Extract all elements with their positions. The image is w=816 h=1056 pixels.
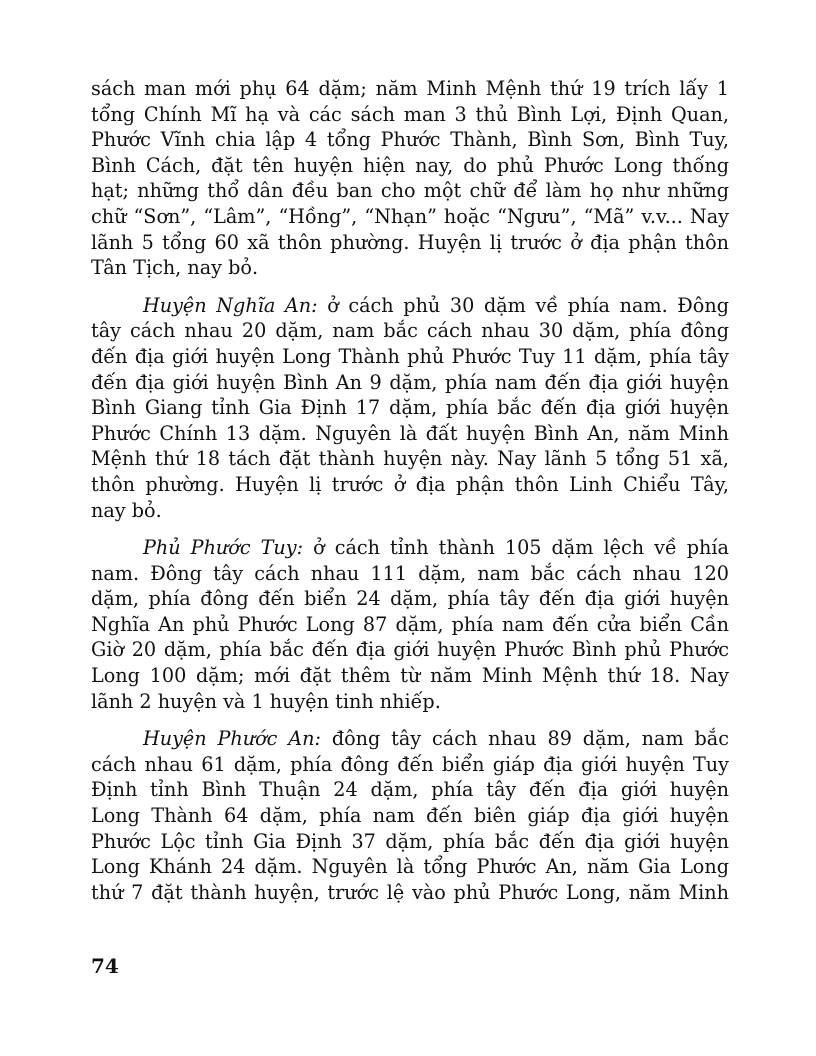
text-line: Long Khánh 24 dặm. Nguyên là tổng Phước An, năm Gia Long: [91, 855, 729, 879]
text-line: thứ 7 đặt thành huyện, trước lệ vào phủ Phước Long, năm Minh: [91, 880, 729, 904]
paragraph-1: [91, 76, 729, 281]
text-line: nay bỏ.: [91, 498, 162, 522]
page-body: [91, 76, 729, 917]
text-line: Tân Tịch, nay bỏ.: [91, 256, 259, 280]
text-line-first: [91, 293, 729, 319]
paragraph-3: [91, 535, 729, 714]
text-line: hạt; những thổ dân đều ban cho một chữ để làm họ như những: [91, 179, 729, 203]
text-line: Giờ 20 dặm, phía bắc đến địa giới huyện Phước Bình phủ Phước: [91, 638, 729, 662]
text-line: lãnh 5 tổng 60 xã thôn phường. Huyện lị trước ở địa phận thôn: [91, 230, 729, 254]
text-line: nam. Đông tây cách nhau 111 dặm, nam bắc cách nhau 120: [91, 561, 729, 585]
text-line: Định tỉnh Bình Thuận 24 dặm, phía tây đến địa giới huyện: [91, 778, 729, 802]
text-line: chữ “Sơn”, “Lâm”, “Hồng”, “Nhạn” hoặc “Ngưu”, “Mã” v.v... Nay: [91, 204, 729, 228]
text-line: Mệnh thứ 18 tách đặt thành huyện này. Nay lãnh 5 tổng 51 xã,: [91, 447, 729, 471]
text-line: sách man mới phụ 64 dặm; năm Minh Mệnh thứ 19 trích lấy 1: [91, 77, 729, 100]
text-line: Bình Giang tỉnh Gia Định 17 dặm, phía bắc đến địa giới huyện: [91, 396, 729, 420]
paragraph-2: [91, 293, 729, 523]
text-line: Long 100 dặm; mới đặt thêm từ năm Minh Mệnh thứ 18. Nay: [91, 664, 729, 688]
paragraph-first-line-text: ở cách phủ 30 dặm về phía nam. Đông: [317, 293, 729, 317]
text-line: tây cách nhau 20 dặm, nam bắc cách nhau 30 dặm, phía đông: [91, 319, 729, 343]
text-line: lãnh 2 huyện và 1 huyện tinh nhiếp.: [91, 689, 441, 713]
paragraph-4: [91, 726, 729, 905]
text-line: Bình Cách, đặt tên huyện hiện nay, do phủ Phước Long thống: [91, 153, 729, 177]
text-line: Phước Lộc tỉnh Gia Định 37 dặm, phía bắc đến địa giới huyện: [91, 829, 729, 853]
text-line-first: [91, 535, 729, 561]
page-number: 74: [91, 954, 119, 978]
text-line: Phước Vĩnh chia lập 4 tổng Phước Thành, Bình Sơn, Bình Tuy,: [91, 128, 729, 152]
text-line: Nghĩa An phủ Phước Long 87 dặm, phía nam đến cửa biển Cần: [91, 612, 729, 636]
text-line: cách nhau 61 dặm, phía đông đến biển giáp địa giới huyện Tuy: [91, 752, 729, 776]
paragraph-first-line-text: đông tây cách nhau 89 dặm, nam bắc: [320, 727, 729, 751]
text-line: Long Thành 64 dặm, phía nam đến biên giáp địa giới huyện: [91, 804, 729, 828]
text-line: Phước Chính 13 dặm. Nguyên là đất huyện Bình An, năm Minh: [91, 421, 729, 445]
text-line: đến địa giới huyện Long Thành phủ Phước Tuy 11 dặm, phía tây: [91, 344, 729, 368]
paragraph-heading: Huyện Phước An:: [143, 727, 321, 751]
text-line: thôn phường. Huyện lị trước ở địa phận thôn Linh Chiểu Tây,: [91, 472, 729, 496]
text-line: dặm, phía đông đến biển 24 dặm, phía tây đến địa giới huyện: [91, 587, 729, 611]
paragraph-heading: Phủ Phước Tuy:: [143, 536, 304, 560]
text-line: đến địa giới huyện Bình An 9 dặm, phía nam đến địa giới huyện: [91, 370, 729, 394]
paragraph-heading: Huyện Nghĩa An:: [143, 293, 318, 317]
text-line: tổng Chính Mĩ hạ và các sách man 3 thủ Bình Lợi, Định Quan,: [91, 102, 729, 126]
paragraph-first-line-text: ở cách tỉnh thành 105 dặm lệch về phía: [303, 536, 729, 560]
text-line-first: [91, 726, 729, 752]
